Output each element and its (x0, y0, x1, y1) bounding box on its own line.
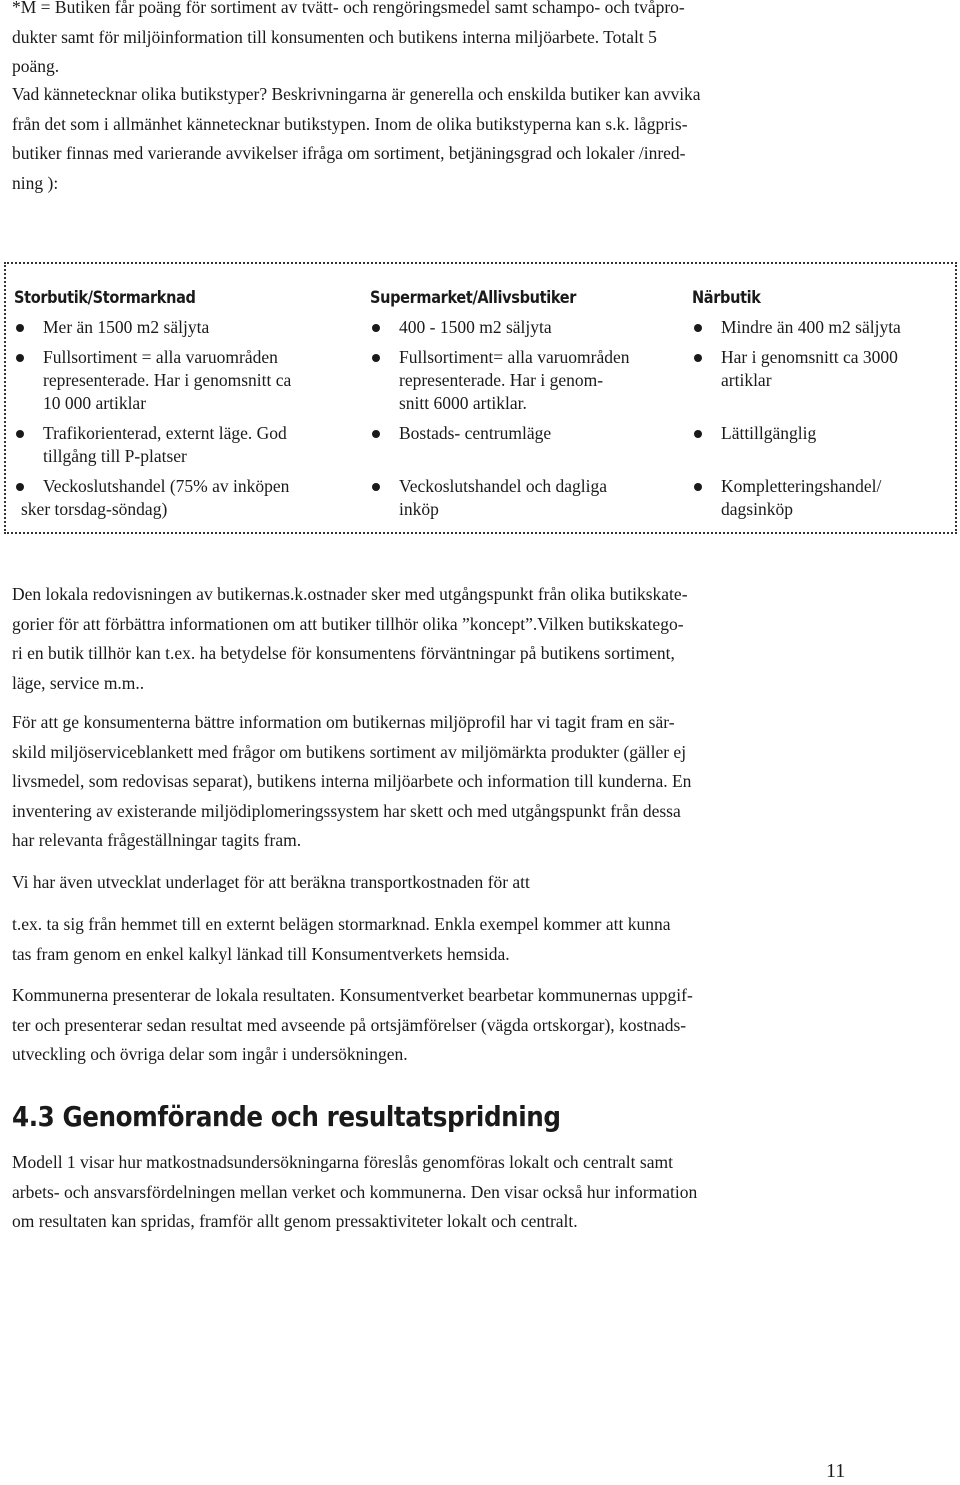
text-line: gorier för att förbättra informationen om att butiker tillhör olika ”koncept”.Vilken butikskatego- (12, 613, 684, 634)
text-line: ning ): (12, 172, 59, 193)
list-item: Trafikorienterad, externt läge. God tillgång till P-platser (14, 422, 291, 468)
bullet-icon (16, 324, 24, 332)
bullet-icon (694, 324, 702, 332)
text-line: från det som i allmänhet kännetecknar butikstypen. Inom de olika butikstyperna kan s.k. lågpris- (12, 113, 688, 134)
text-line: ri en butik tillhör kan t.ex. ha betydelse för konsumentens förväntningar på butikens sortiment, (12, 643, 675, 663)
text-line: inventering av existerande miljödiplomeringssystem har skett och med utgångspunkt från dessa (12, 800, 681, 821)
page-number: 11 (826, 1460, 846, 1482)
column-supermarket (370, 288, 630, 528)
bullet-icon (372, 354, 380, 362)
text-line: t.ex. ta sig från hemmet till en externt belägen stormarknad. Enkla exempel kommer att kunna (12, 914, 671, 934)
footnote-paragraph (12, 0, 852, 82)
text-line: livsmedel, som redovisas separat), butikens interna miljöarbete och information till kunderna. En (12, 771, 692, 791)
bullet-icon (16, 483, 24, 491)
paragraph-redovisning (12, 580, 852, 698)
bullet-icon (372, 483, 380, 491)
column-storbutik (14, 288, 291, 528)
text-line: Den lokala redovisningen av butikernas.k.ostnader sker med utgångspunkt från olika butikskate- (12, 584, 688, 604)
text-line: har relevanta frågeställningar tagits fram. (12, 830, 302, 850)
column-title: Närbutik (692, 288, 761, 307)
text-line: arbets- och ansvarsfördelningen mellan verket och kommunerna. Den visar också hur information (12, 1181, 698, 1202)
list-item: Mer än 1500 m2 säljyta (14, 316, 291, 339)
paragraph-modell (12, 1148, 852, 1237)
bullet-icon (372, 324, 380, 332)
list-item: Kompletteringshandel/ dagsinköp (692, 475, 901, 521)
text-line: tas fram genom en enkel kalkyl länkad till Konsumentverkets hemsida. (12, 943, 510, 964)
list-item: Fullsortiment= alla varuområden representerade. Har i genom- snitt 6000 artiklar. (370, 346, 630, 415)
list-item: Har i genomsnitt ca 3000 artiklar (692, 346, 901, 392)
bullet-icon (372, 430, 380, 438)
list-item: Lättillgänglig (692, 422, 901, 445)
list-item: 400 - 1500 m2 säljyta (370, 316, 630, 339)
list-item: Mindre än 400 m2 säljyta (692, 316, 901, 339)
column-title: Supermarket/Allivsbutiker (370, 288, 577, 307)
list-item: Fullsortiment = alla varuområden representerade. Har i genomsnitt ca 10 000 artiklar (14, 346, 291, 415)
text-line: dukter samt för miljöinformation till konsumenten och butikens interna miljöarbete. Totalt 5 (12, 26, 657, 47)
bullet-icon (16, 354, 24, 362)
paragraph-miljo (12, 708, 852, 856)
paragraph-exempel (12, 910, 852, 969)
text-line: Vi har även utvecklat underlaget för att beräkna transportkostnaden för att (12, 872, 530, 892)
text-line: Kommunerna presenterar de lokala resultaten. Konsumentverket bearbetar kommunernas uppgif- (12, 985, 693, 1005)
text-line: om resultaten kan spridas, framför allt genom pressaktiviteter lokalt och centralt. (12, 1211, 578, 1231)
bullet-icon (694, 483, 702, 491)
text-line: butiker finnas med varierande avvikelser ifråga om sortiment, betjäningsgrad och lokaler /inred- (12, 143, 686, 163)
paragraph-transport (12, 868, 852, 898)
column-title: Storbutik/Stormarknad (14, 288, 196, 307)
text-line: Vad kännetecknar olika butikstyper? Beskrivningarna är generella och enskilda butiker kan avvika (12, 84, 701, 104)
paragraph-kommunerna (12, 981, 852, 1070)
bullet-icon (694, 430, 702, 438)
text-line: skild miljöserviceblankett med frågor om butikens sortiment av miljömärkta produkter (gäller ej (12, 741, 687, 762)
text-line: För att ge konsumenterna bättre information om butikernas miljöprofil har vi tagit fram en sär- (12, 712, 675, 732)
bullet-icon (16, 430, 24, 438)
list-item: Veckoslutshandel (75% av inköpen sker torsdag-söndag) (14, 475, 291, 521)
text-line: Modell 1 visar hur matkostnadsundersökningarna föreslås genomföras lokalt och centralt samt (12, 1152, 673, 1172)
text-line: *M = Butiken får poäng för sortiment av tvätt- och rengöringsmedel samt schampo- och tvåpro- (12, 0, 685, 17)
section-heading: 4.3 Genomförande och resultatspridning (12, 1100, 561, 1133)
list-item: Bostads- centrumläge (370, 422, 630, 445)
text-line: poäng. (12, 56, 60, 76)
text-line: läge, service m.m.. (12, 672, 145, 693)
store-types-intro-paragraph (12, 80, 852, 198)
text-line: ter och presenterar sedan resultat med avseende på ortsjämförelser (vägda ortskorgar), kostnads- (12, 1014, 687, 1035)
column-narbutik (692, 288, 901, 528)
text-line: utveckling och övriga delar som ingår i undersökningen. (12, 1044, 408, 1064)
bullet-icon (694, 354, 702, 362)
list-item: Veckoslutshandel och dagliga inköp (370, 475, 630, 521)
